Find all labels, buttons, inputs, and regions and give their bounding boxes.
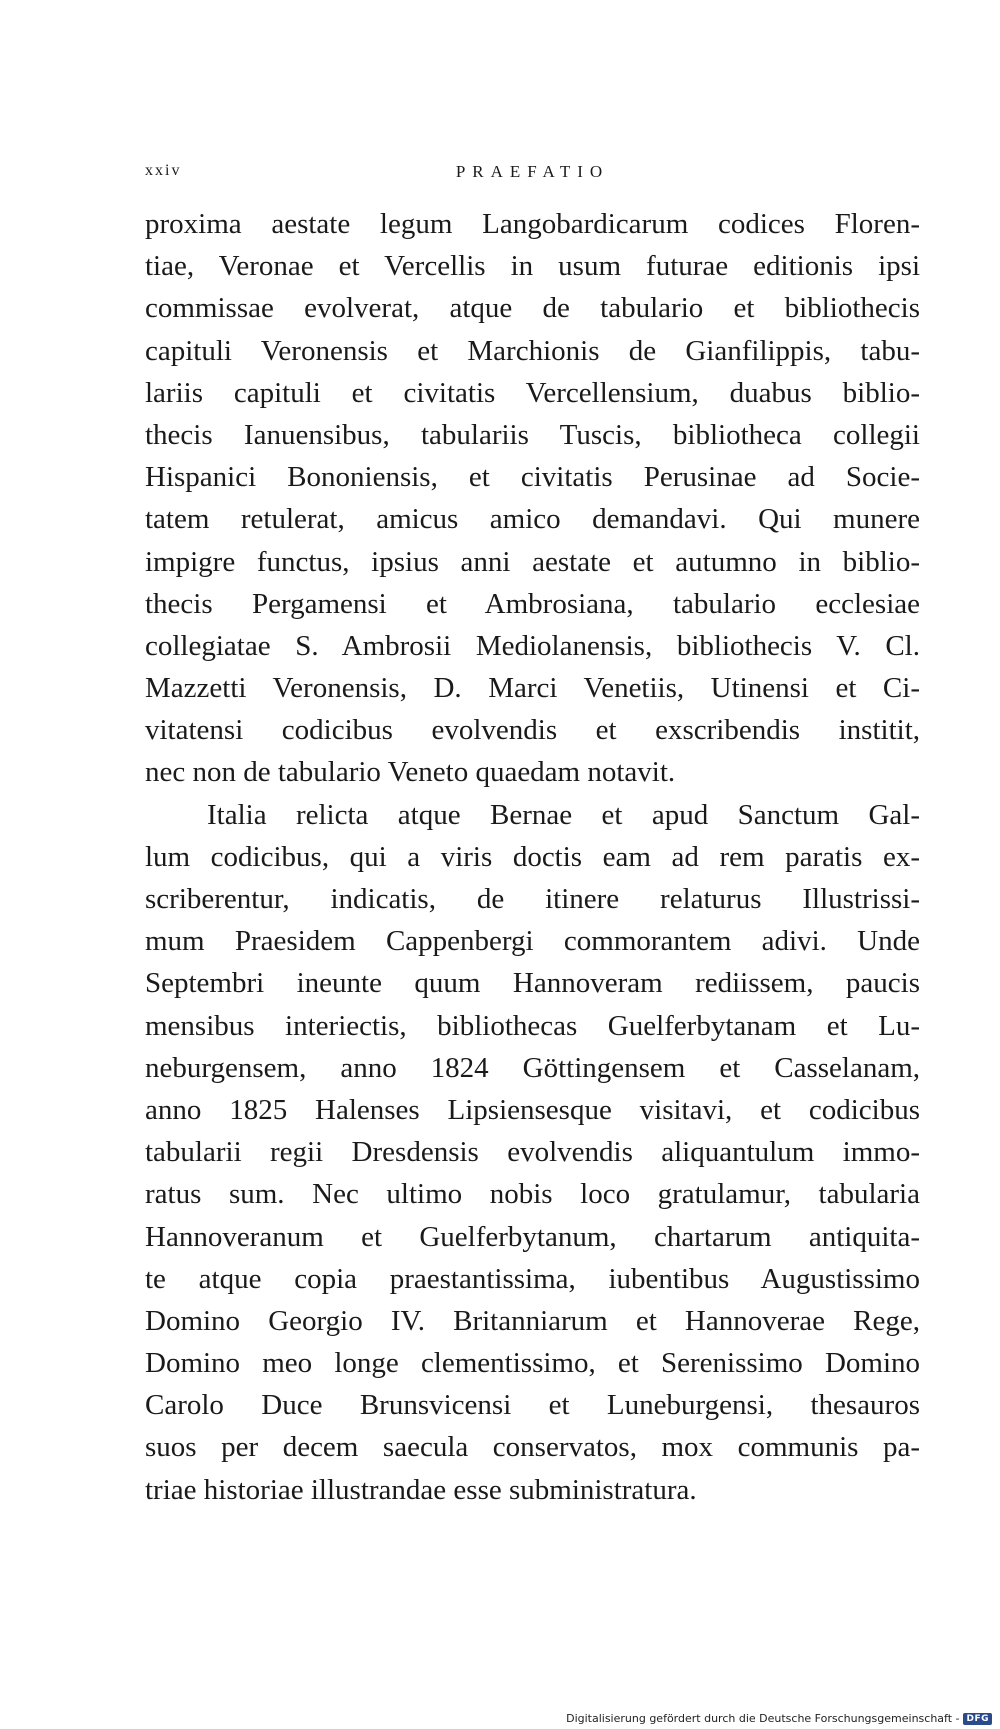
text-line: capituli Veronensis et Marchionis de Gianfilippis, tabu- (145, 334, 920, 367)
text-line: ratus sum. Nec ultimo nobis loco gratulamur, tabularia (145, 1178, 920, 1211)
text-line: thecis Ianuensibus, tabulariis Tuscis, bibliotheca collegii (145, 418, 920, 451)
body-text (145, 203, 920, 1511)
text-line: Domino meo longe clementissimo, et Serenissimo Domino (145, 1347, 920, 1380)
text-line: tiae, Veronae et Vercellis in usum futurae editionis ipsi (145, 250, 920, 283)
text-line: suos per decem saecula conservatos, mox communis pa- (145, 1431, 920, 1464)
text-line: Carolo Duce Brunsvicensi et Luneburgensi, thesauros (145, 1389, 920, 1422)
page-number: xxiv (145, 162, 182, 179)
paragraph (145, 203, 920, 794)
text-line: mum Praesidem Cappenbergi commorantem adivi. Unde (145, 925, 920, 958)
text-line: Hannoveranum et Guelferbytanum, chartarum antiquita- (145, 1220, 920, 1253)
running-title: PRAEFATIO (455, 162, 610, 181)
text-line: mensibus interiectis, bibliothecas Guelferbytanam et Lu- (145, 1009, 920, 1042)
text-line: lum codicibus, qui a viris doctis eam ad rem paratis ex- (145, 840, 920, 873)
text-line: proxima aestate legum Langobardicarum codices Floren- (145, 208, 920, 240)
text-line: te atque copia praestantissima, iubentibus Augustissimo (145, 1262, 920, 1295)
dfg-logo: DFG (963, 1713, 992, 1725)
text-line: Italia relicta atque Bernae et apud Sanctum Gal- (207, 798, 920, 831)
text-line: anno 1825 Halenses Lipsiensesque visitavi, et codicibus (145, 1093, 920, 1126)
text-line: tabularii regii Dresdensis evolvendis aliquantulum immo- (145, 1136, 920, 1169)
digitization-credit (566, 1712, 992, 1725)
text-line: nec non de tabulario Veneto quaedam notavit. (145, 756, 676, 789)
text-line: Domino Georgio IV. Britanniarum et Hannoverae Rege, (145, 1304, 920, 1337)
page-header (145, 162, 920, 184)
text-line: neburgensem, anno 1824 Göttingensem et Casselanam, (145, 1051, 920, 1084)
text-line: commissae evolverat, atque de tabulario et bibliothecis (145, 292, 920, 325)
text-line: tatem retulerat, amicus amico demandavi. Qui munere (145, 503, 920, 536)
text-line: Septembri ineunte quum Hannoveram rediissem, paucis (145, 967, 920, 1000)
text-line: triae historiae illustrandae esse subministratura. (145, 1473, 697, 1506)
text-line: Hispanici Bononiensis, et civitatis Perusinae ad Socie- (145, 461, 920, 494)
paragraph (145, 794, 920, 1511)
text-line: vitatensi codicibus evolvendis et exscribendis institit, (145, 714, 920, 747)
text-line: impigre functus, ipsius anni aestate et autumno in biblio- (145, 545, 920, 578)
text-line: thecis Pergamensi et Ambrosiana, tabulario ecclesiae (145, 587, 920, 620)
text-line: scriberentur, indicatis, de itinere relaturus Illustrissi- (145, 883, 920, 915)
text-line: Mazzetti Veronensis, D. Marci Venetiis, Utinensi et Ci- (145, 672, 920, 705)
text-line: lariis capituli et civitatis Vercellensium, duabus biblio- (145, 376, 920, 409)
credit-text: Digitalisierung gefördert durch die Deutsche Forschungsgemeinschaft - (566, 1712, 960, 1725)
text-line: collegiatae S. Ambrosii Mediolanensis, bibliothecis V. Cl. (145, 629, 920, 662)
